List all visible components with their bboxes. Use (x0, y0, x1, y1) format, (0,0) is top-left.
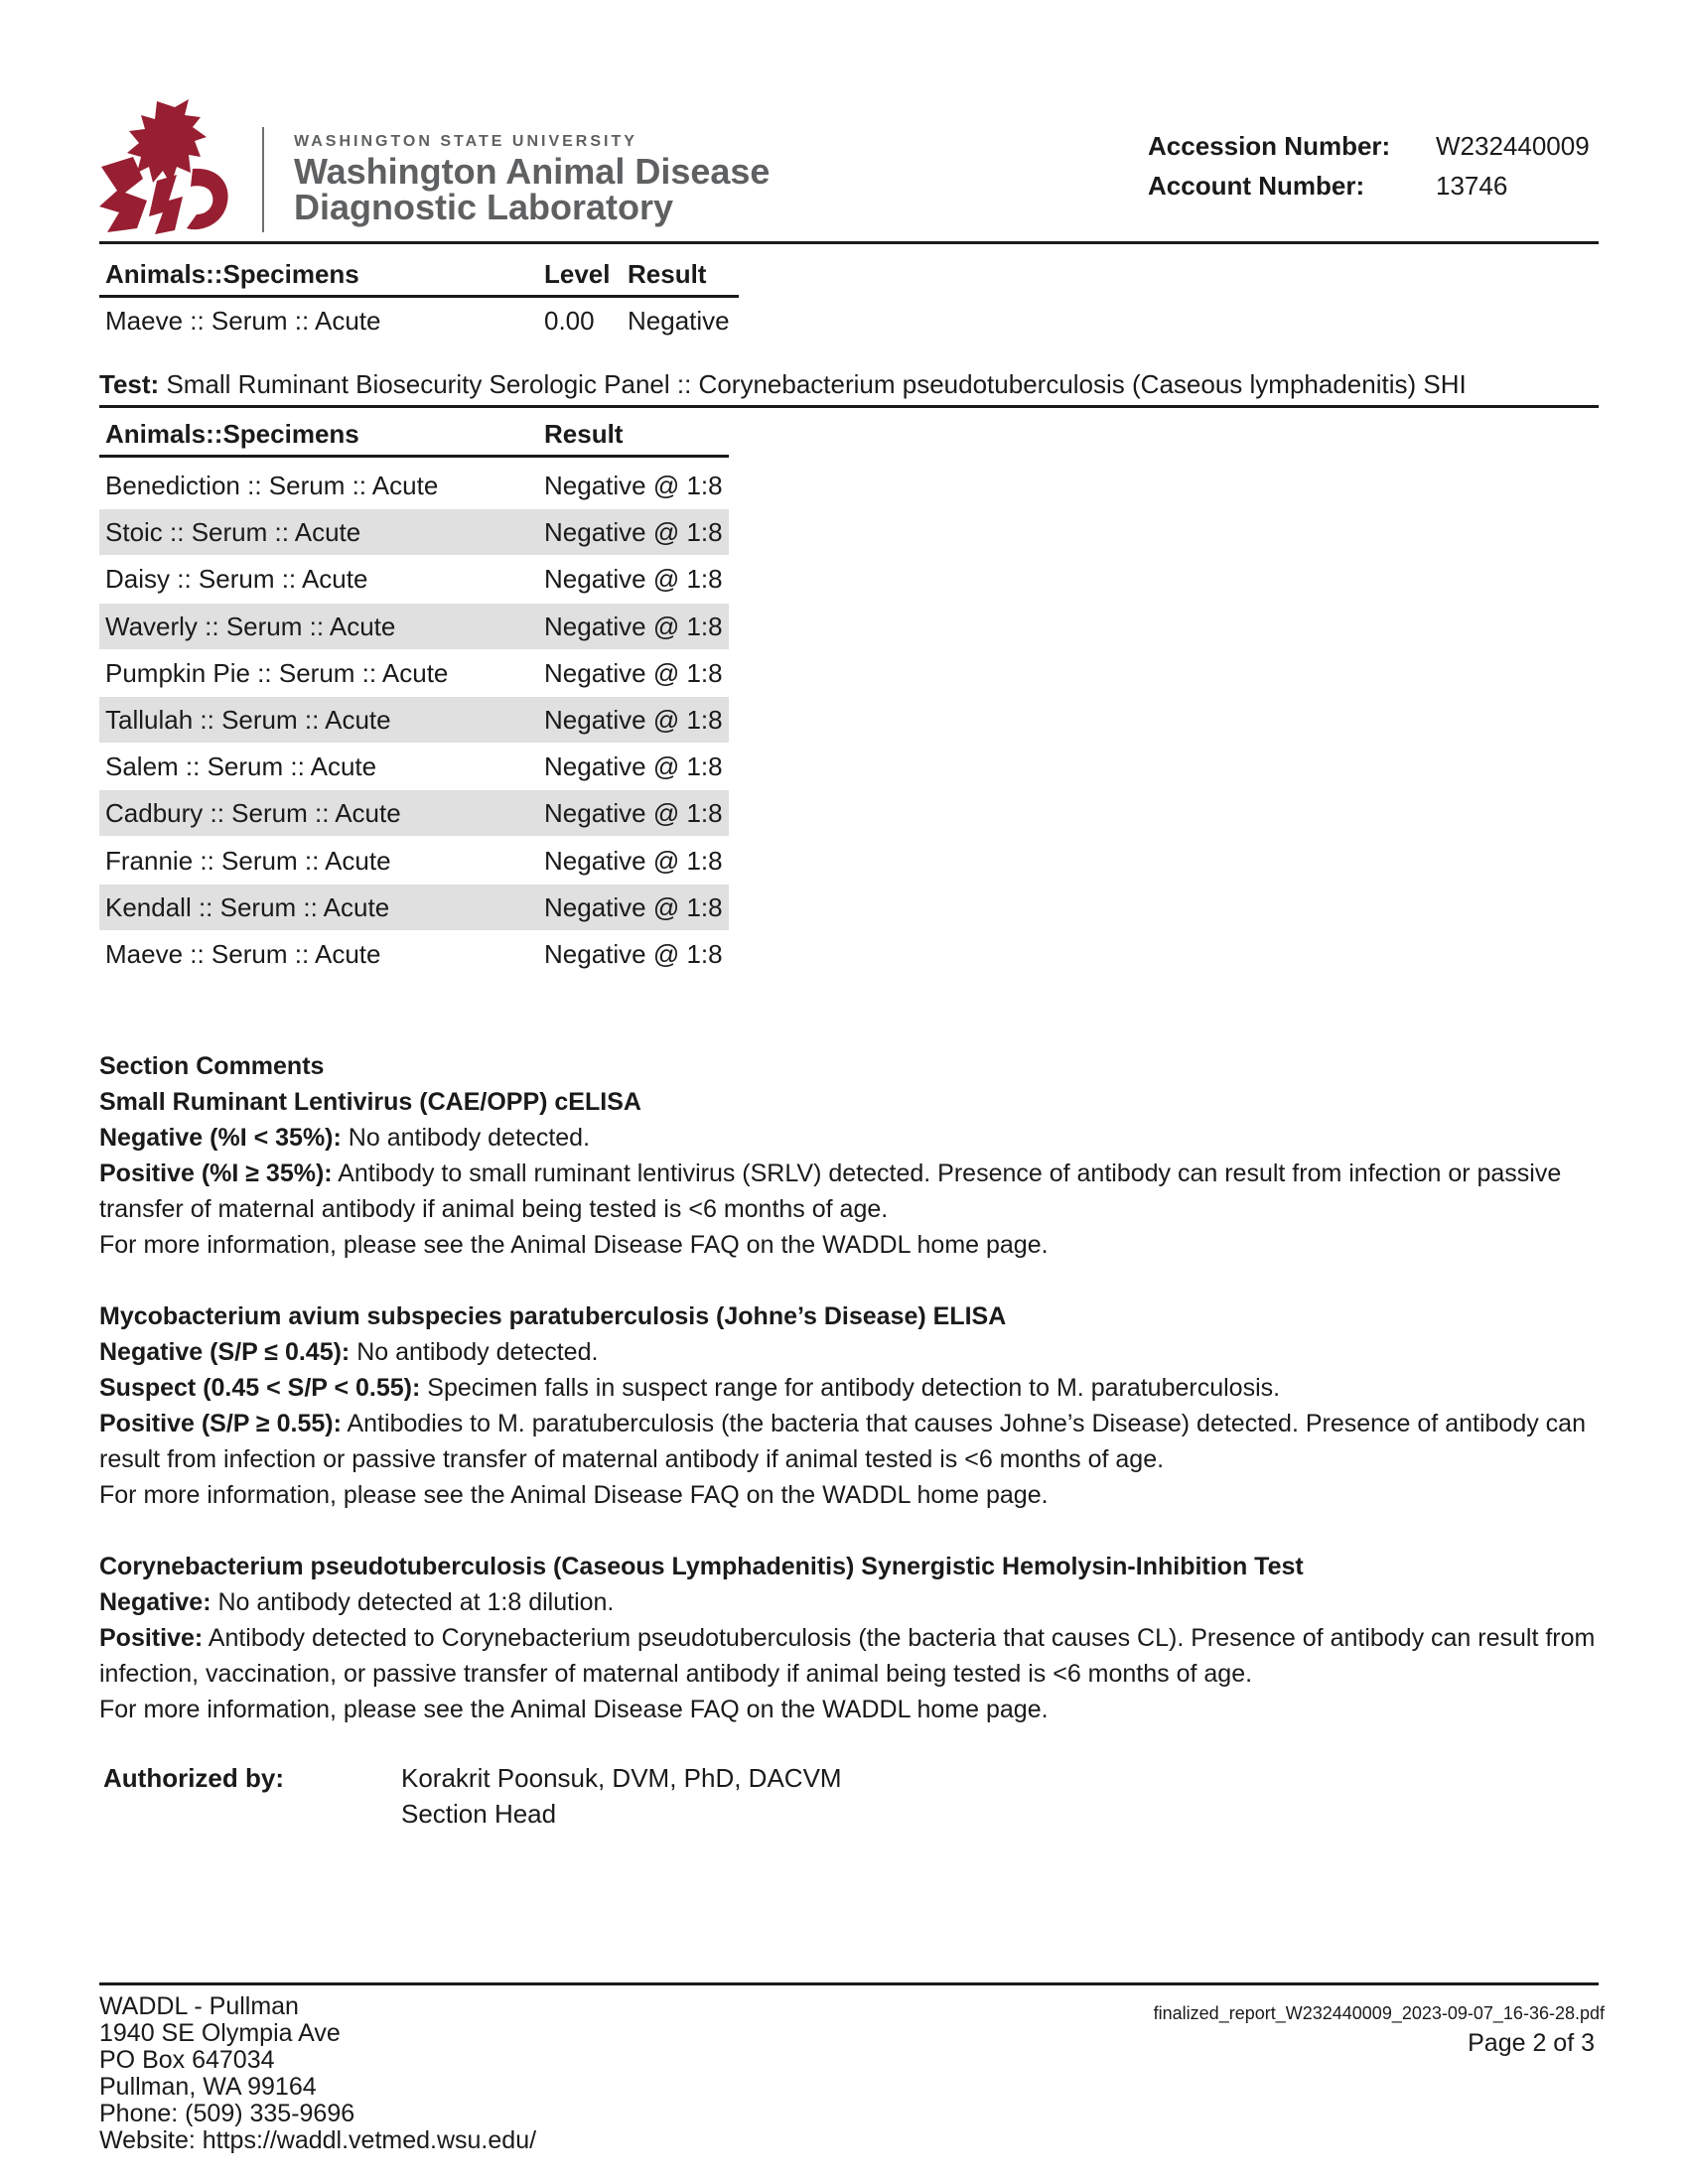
row-result: Negative @ 1:8 (544, 939, 723, 969)
table-row (99, 650, 729, 696)
srlv-positive (99, 1156, 1609, 1227)
table-row (99, 509, 729, 555)
row-specimen: Frannie :: Serum :: Acute (105, 845, 391, 876)
cl-neg-text: No antibody detected at 1:8 dilution. (211, 1588, 615, 1616)
srlv-neg-label: Negative (%I < 35%): (99, 1124, 342, 1152)
footer-line: Website: https://waddl.vetmed.wsu.edu/ (99, 2126, 537, 2154)
row-result: Negative @ 1:8 (544, 657, 723, 688)
row-specimen: Stoic :: Serum :: Acute (105, 517, 361, 548)
table-row (99, 931, 729, 977)
table-row (99, 604, 729, 649)
lab-name-line2: Diagnostic Laboratory (294, 187, 674, 227)
authorizer-name: Korakrit Poonsuk, DVM, PhD, DACVM (401, 1763, 842, 1793)
cl-neg-label: Negative: (99, 1588, 211, 1616)
johnes-sus-text: Specimen falls in suspect range for antibody detection to M. paratuberculosis. (420, 1374, 1281, 1402)
test-rule (99, 405, 1599, 408)
row-result: Negative @ 1:8 (544, 845, 723, 876)
johnes-negative (99, 1334, 1609, 1370)
table1-header-rule (99, 295, 739, 298)
table-row (99, 790, 729, 836)
table2-header-rule (99, 455, 729, 458)
row-specimen: Cadbury :: Serum :: Acute (105, 798, 401, 829)
accession-value: W232440009 (1436, 131, 1590, 161)
footer-line: Phone: (509) 335-9696 (99, 2100, 355, 2127)
srlv-pos-label: Positive (%I ≥ 35%): (99, 1160, 333, 1187)
table1-level: 0.00 (544, 306, 595, 336)
row-result: Negative @ 1:8 (544, 891, 723, 922)
row-specimen: Pumpkin Pie :: Serum :: Acute (105, 657, 449, 688)
test-name: Small Ruminant Biosecurity Serologic Panel :: Corynebacterium pseudotuberculosis (Caseous lymphadenitis) SHI (166, 369, 1467, 399)
johnes-pos-label: Positive (S/P ≥ 0.55): (99, 1410, 342, 1437)
account-value: 13746 (1436, 171, 1508, 201)
logo-divider (262, 127, 264, 232)
report-filename: finalized_report_W232440009_2023-09-07_16-36-28.pdf (1153, 2003, 1605, 2023)
table-row (99, 697, 729, 743)
university-name: WASHINGTON STATE UNIVERSITY (294, 133, 637, 150)
johnes-suspect (99, 1370, 1609, 1406)
authorized-label: Authorized by: (103, 1763, 284, 1793)
cl-pos-label: Positive: (99, 1624, 204, 1652)
test-line (99, 369, 1467, 400)
row-result: Negative @ 1:8 (544, 751, 723, 782)
johnes-sus-label: Suspect (0.45 < S/P < 0.55): (99, 1374, 421, 1402)
footer-line: WADDL - Pullman (99, 1992, 299, 2020)
cl-more-info: For more information, please see the Animal Disease FAQ on the WADDL home page. (99, 1696, 1049, 1723)
row-result: Negative @ 1:8 (544, 471, 723, 500)
johnes-neg-text: No antibody detected. (350, 1338, 599, 1366)
cl-pos-text: Antibody detected to Corynebacterium pseudotuberculosis (the bacteria that causes CL). Presence of antibody can result from infection, vaccination, or passive transfer of maternal antibody if animal being tested is <6 months of age. (99, 1624, 1596, 1688)
johnes-title: Mycobacterium avium subspecies paratuberculosis (Johne’s Disease) ELISA (99, 1302, 1007, 1330)
row-result: Negative @ 1:8 (544, 798, 723, 829)
header-rule (99, 241, 1599, 244)
comments-heading: Section Comments (99, 1052, 325, 1080)
srlv-pos-text: Antibody to small ruminant lentivirus (SRLV) detected. Presence of antibody can result from infection or passive transfer of maternal antibody if animal being tested is <6 months of age. (99, 1160, 1562, 1223)
wsu-cougar-logo (97, 97, 236, 236)
test-label: Test: (99, 369, 160, 399)
table2-col-result: Result (544, 419, 624, 449)
accession-label: Accession Number: (1148, 131, 1391, 161)
row-result: Negative @ 1:8 (544, 564, 723, 595)
table1-specimen: Maeve :: Serum :: Acute (105, 306, 381, 336)
table-row (99, 744, 729, 789)
cl-title: Corynebacterium pseudotuberculosis (Caseous Lymphadenitis) Synergistic Hemolysin-Inhibition Test (99, 1553, 1304, 1580)
authorizer-title: Section Head (401, 1799, 557, 1829)
row-result: Negative @ 1:8 (544, 517, 723, 548)
row-specimen: Maeve :: Serum :: Acute (105, 939, 381, 969)
johnes-pos-text: Antibodies to M. paratuberculosis (the bacteria that causes Johne’s Disease) detected. Presence of antibody can result from infection or passive transfer of maternal antibody if animal tested is <6 months of age. (99, 1410, 1586, 1473)
table1-col-level: Level (544, 259, 611, 289)
johnes-neg-label: Negative (S/P ≤ 0.45): (99, 1338, 351, 1366)
footer-line: PO Box 647034 (99, 2046, 275, 2074)
footer-line: Pullman, WA 99164 (99, 2073, 317, 2101)
srlv-more-info: For more information, please see the Animal Disease FAQ on the WADDL home page. (99, 1231, 1049, 1259)
row-specimen: Waverly :: Serum :: Acute (105, 611, 396, 641)
table-row (99, 463, 729, 508)
footer-line: 1940 SE Olympia Ave (99, 2019, 341, 2047)
footer-rule (99, 1982, 1599, 1985)
srlv-neg-text: No antibody detected. (341, 1124, 591, 1152)
srlv-title: Small Ruminant Lentivirus (CAE/OPP) cELISA (99, 1088, 641, 1116)
page-number: Page 2 of 3 (1468, 2029, 1595, 2057)
row-specimen: Kendall :: Serum :: Acute (105, 891, 390, 922)
cl-positive (99, 1620, 1609, 1692)
lab-name-line1: Washington Animal Disease (294, 151, 771, 192)
cl-negative (99, 1584, 1609, 1620)
table-row (99, 885, 729, 930)
account-label: Account Number: (1148, 171, 1365, 201)
johnes-positive (99, 1406, 1609, 1477)
row-specimen: Salem :: Serum :: Acute (105, 751, 377, 782)
row-result: Negative @ 1:8 (544, 705, 723, 735)
table1-col-specimen: Animals::Specimens (105, 259, 359, 289)
table-row (99, 838, 729, 884)
row-result: Negative @ 1:8 (544, 611, 723, 641)
row-specimen: Daisy :: Serum :: Acute (105, 564, 368, 595)
srlv-negative (99, 1120, 1609, 1156)
table2-col-specimen: Animals::Specimens (105, 419, 359, 449)
table-row (99, 556, 729, 602)
johnes-more-info: For more information, please see the Animal Disease FAQ on the WADDL home page. (99, 1481, 1049, 1509)
table1-col-result: Result (628, 259, 707, 289)
row-specimen: Tallulah :: Serum :: Acute (105, 705, 391, 735)
footer-address (99, 1993, 536, 2154)
section-comments (99, 1048, 1609, 1727)
row-specimen: Benediction :: Serum :: Acute (105, 471, 439, 500)
table1-result: Negative (628, 306, 730, 336)
